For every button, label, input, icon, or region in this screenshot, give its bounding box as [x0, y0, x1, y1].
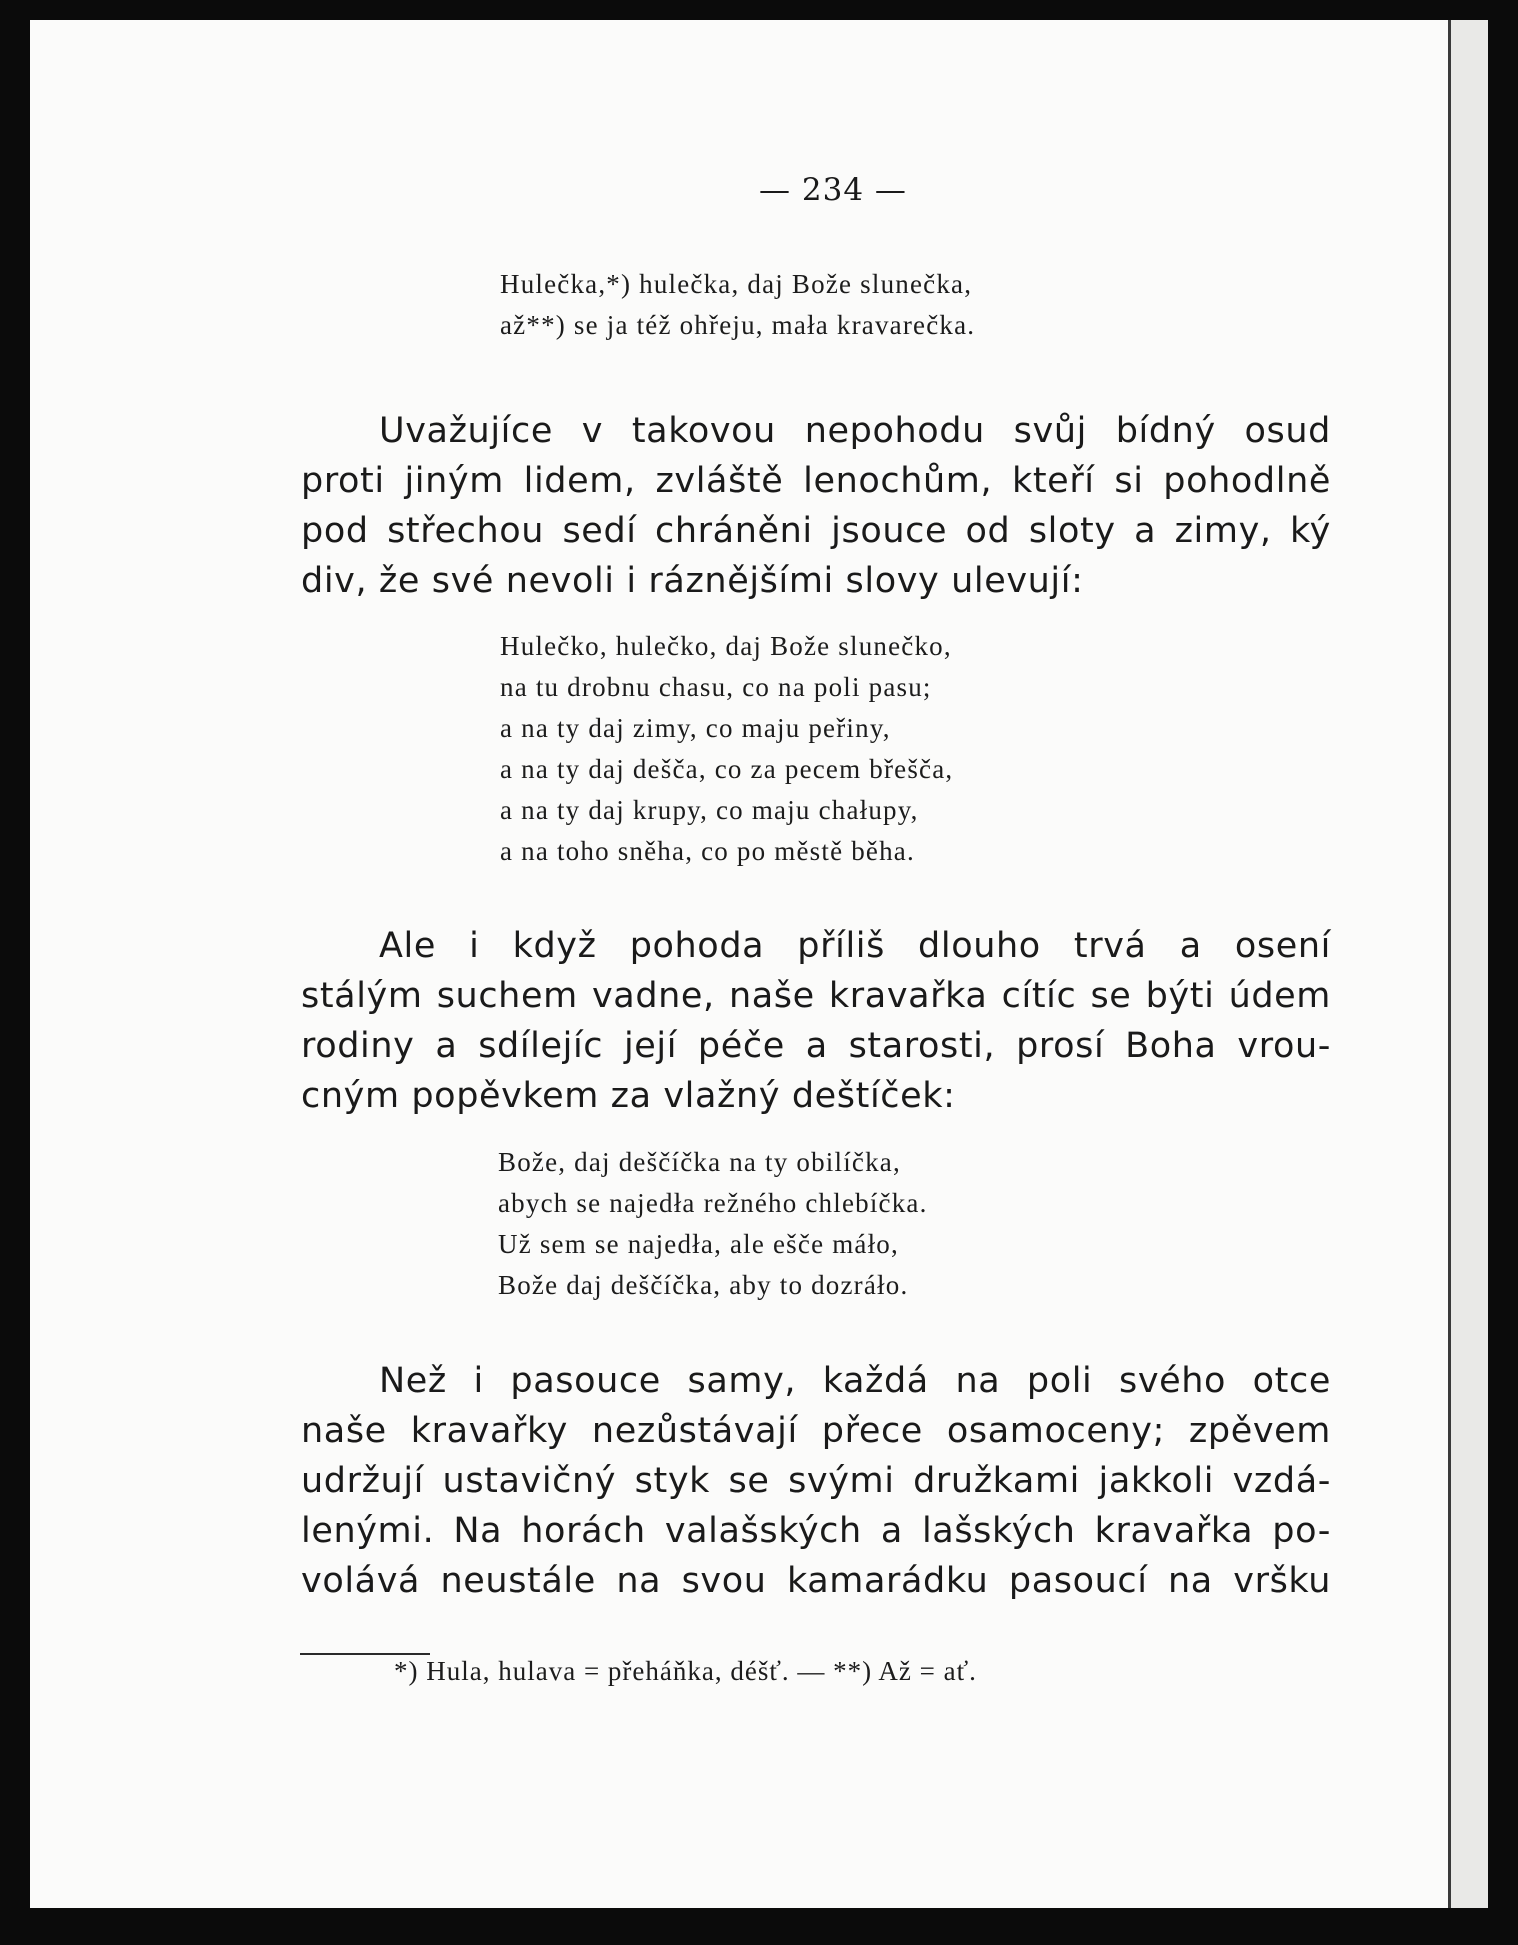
paragraph-line: Ale i když pohoda příliš dlouho trvá a osení — [379, 926, 1331, 966]
verse-line: a na ty daj krupy, co maju chałupy, — [500, 795, 919, 825]
verse-line: Hulečka,*) hulečka, daj Bože slunečka, — [500, 269, 973, 299]
paragraph-line: Než i pasouce samy, každá na poli svého otce — [379, 1361, 1331, 1401]
verse-line: Už sem se najedła, ale ešče máło, — [498, 1229, 899, 1259]
paragraph-line: stálým suchem vadne, naše kravařka cítíc se býti údem — [301, 976, 1331, 1016]
paragraph-line: Uvažujíce v takovou nepohodu svůj bídný osud — [379, 411, 1331, 451]
verse-1 — [500, 264, 975, 346]
page-gutter-shadow — [1451, 20, 1488, 1908]
page-gutter-edge — [1448, 20, 1451, 1908]
verse-line: Hulečko, hulečko, daj Bože slunečko, — [500, 631, 952, 661]
paragraph-line: naše kravařky nezůstávají přece osamoceny; zpěvem — [301, 1411, 1331, 1451]
verse-line: až**) se ja též ohřeju, mała kravarečka. — [500, 310, 976, 340]
verse-line: abych se najedła režného chlebíčka. — [498, 1188, 928, 1218]
paragraph-2 — [301, 921, 1331, 1121]
paragraph-1 — [301, 406, 1331, 606]
paragraph-line: volává neustále na svou kamarádku pasoucí na vršku — [301, 1561, 1331, 1601]
verse-line: a na ty daj dešča, co za pecem břešča, — [500, 754, 954, 784]
verse-3 — [498, 1142, 928, 1306]
verse-line: Bože, daj deščíčka na ty obilíčka, — [498, 1147, 901, 1177]
verse-line: a na toho sněha, co po městě běha. — [500, 836, 915, 866]
paragraph-line: rodiny a sdílejíc její péče a starosti, prosí Boha vrou- — [301, 1026, 1331, 1066]
book-page — [30, 20, 1488, 1908]
verse-line: a na ty daj zimy, co maju peřiny, — [500, 713, 891, 743]
paragraph-3 — [301, 1356, 1331, 1606]
verse-line: na tu drobnu chasu, co na poli pasu; — [500, 672, 932, 702]
paragraph-line: udržují ustavičný styk se svými družkami jakkoli vzdá- — [301, 1461, 1331, 1501]
verse-line: Bože daj deščíčka, aby to dozráło. — [498, 1270, 909, 1300]
page-number: — 234 — — [759, 172, 907, 208]
paragraph-line: lenými. Na horách valašských a lašských kravařka po- — [301, 1511, 1331, 1551]
footnote: *) Hula, hulava = přeháňka, déšť. — **) Až = ať. — [394, 1656, 977, 1686]
paragraph-line: pod střechou sedí chráněni jsouce od sloty a zimy, ký — [301, 511, 1331, 551]
verse-2 — [500, 626, 953, 872]
paragraph-line: proti jiným lidem, zvláště lenochům, kteří si pohodlně — [301, 461, 1331, 501]
paragraph-line: div, že své nevoli i ráznějšími slovy ulevují: — [301, 561, 1084, 601]
paragraph-line: cným popěvkem za vlažný deštíček: — [301, 1076, 956, 1116]
